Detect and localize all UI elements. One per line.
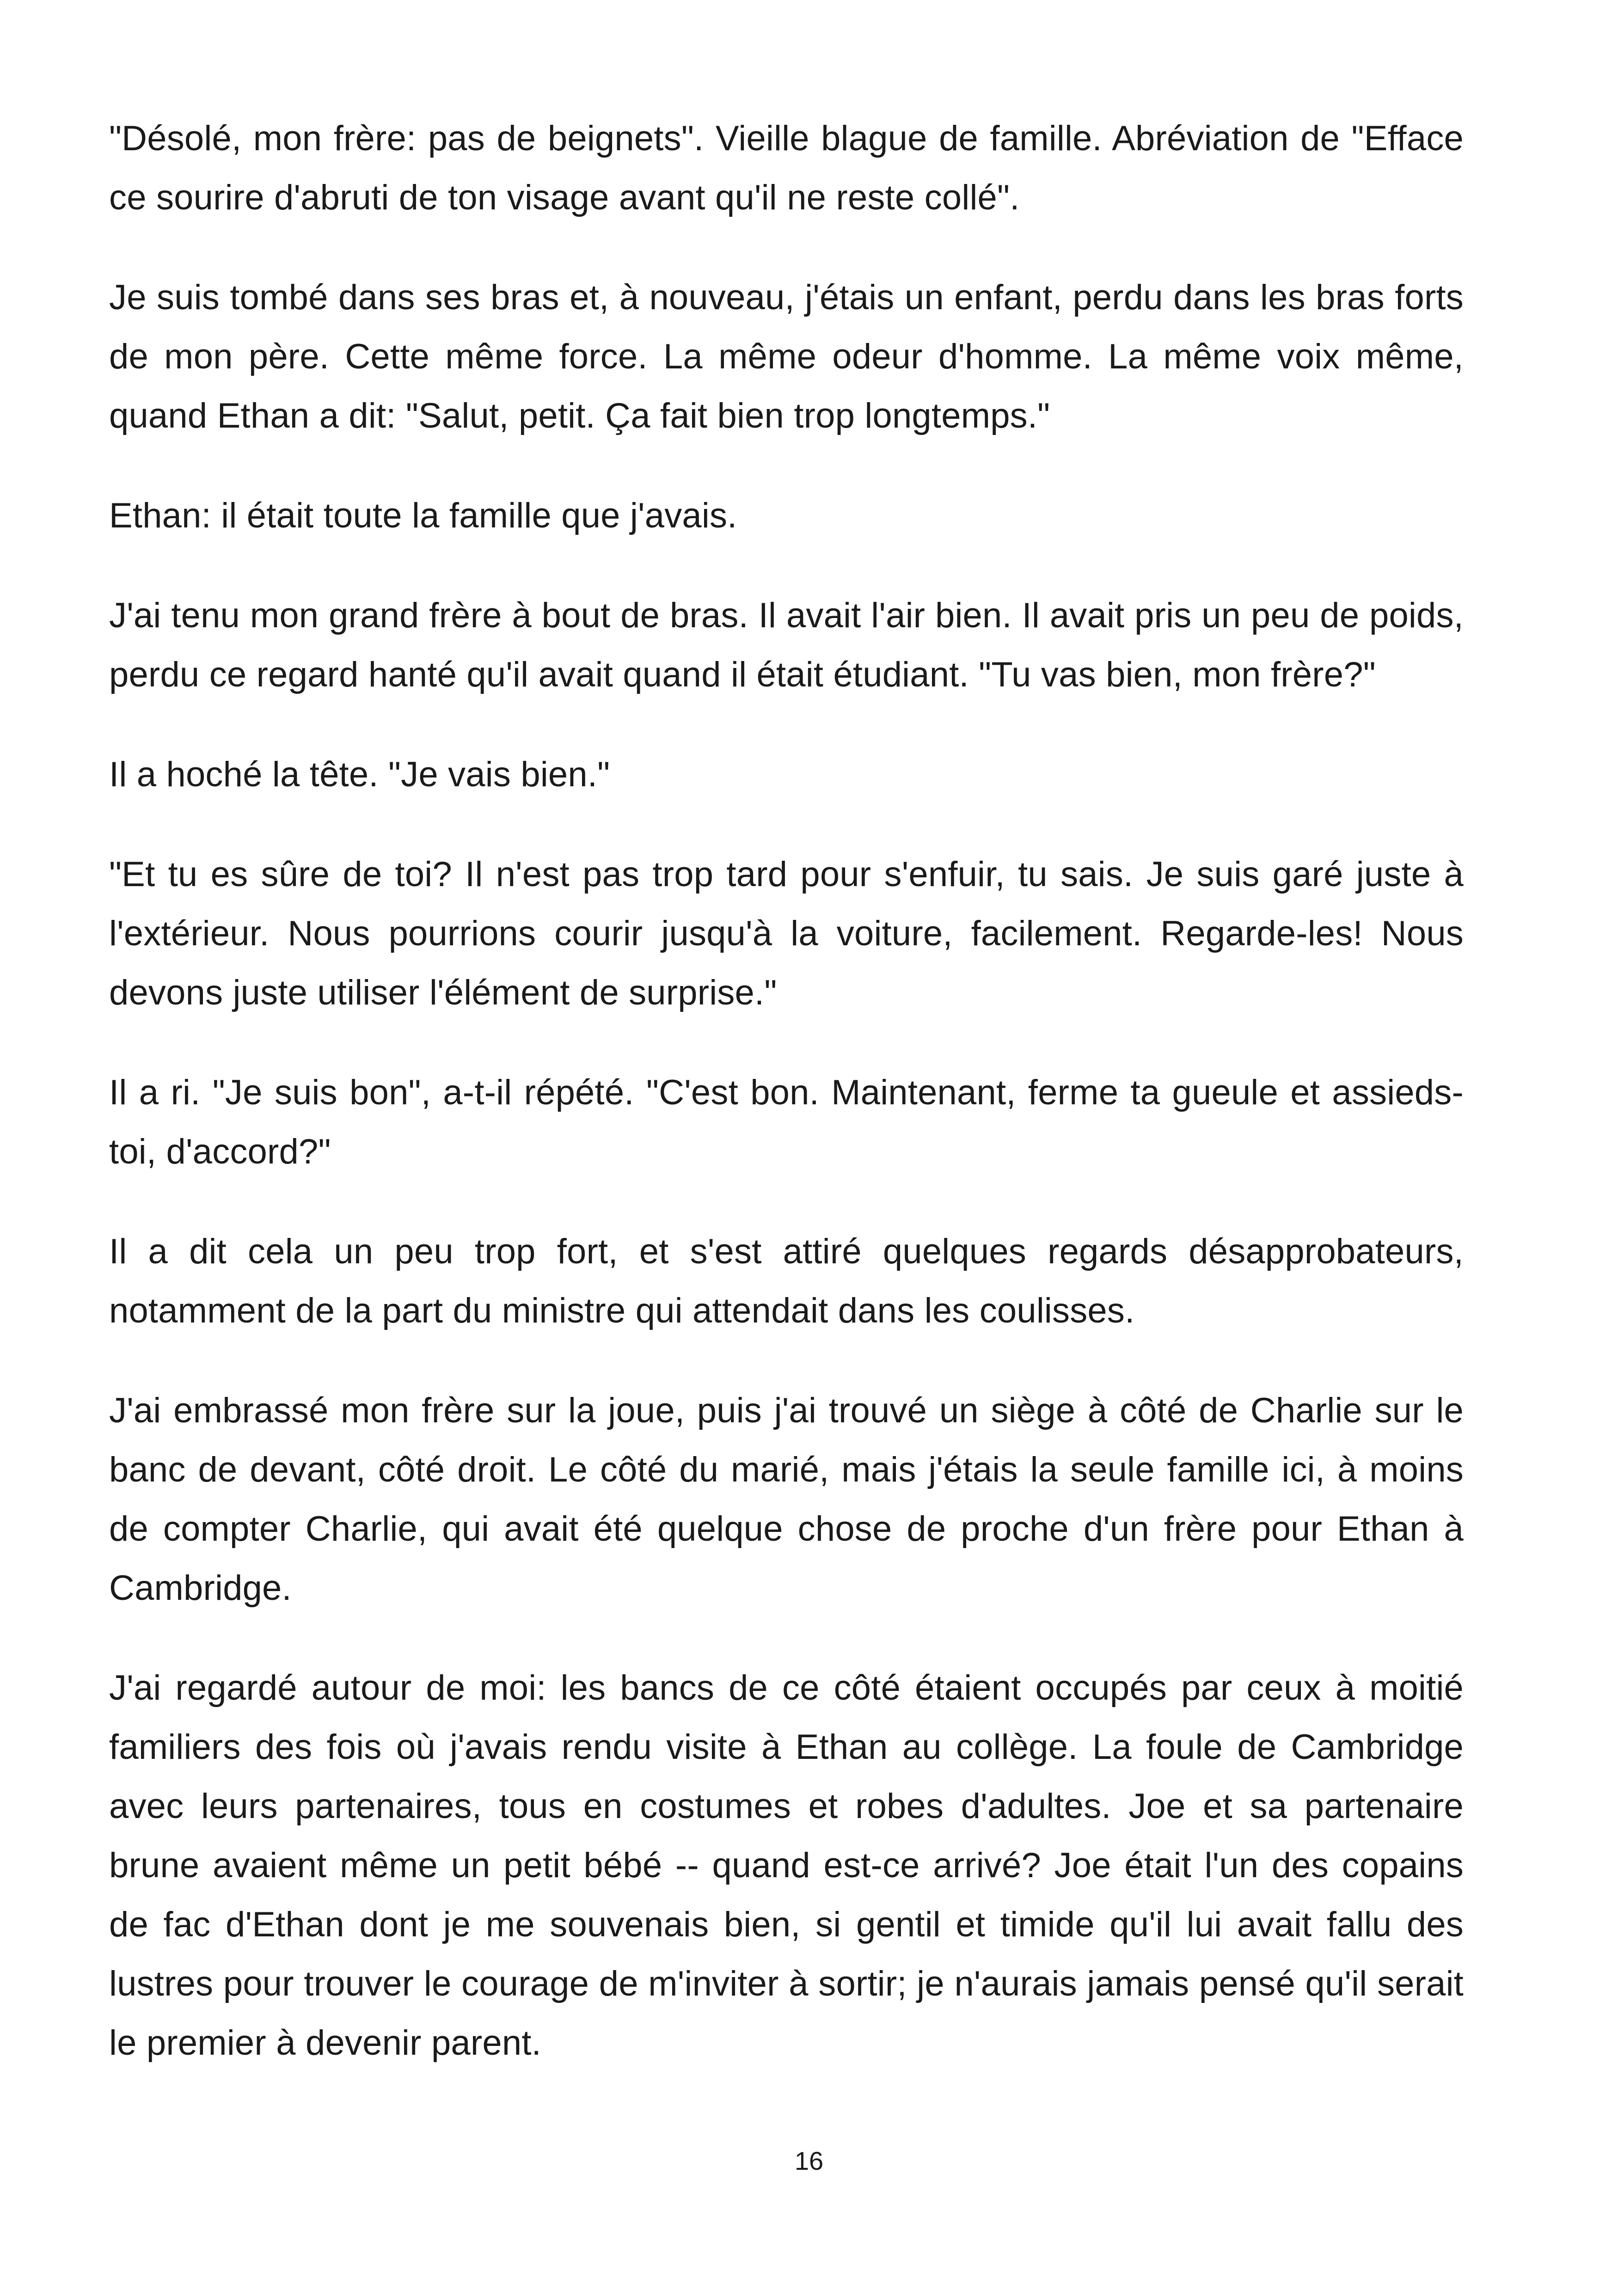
paragraph: J'ai regardé autour de moi: les bancs de ce côté étaient occupés par ceux à moitié familiers des fois où j'avais rendu visite à Ethan au collège. La foule de Cambridge avec leurs partenaires, tous en costumes et robes d'adultes. Joe et sa partenaire brune avaient même un petit bébé -- quand est-ce arrivé? Joe était l'un des copains de fac d'Ethan dont je me souvenais bien, si gentil et timide qu'il lui avait fallu des lustres pour trouver le courage de m'inviter à sortir; je n'aurais jamais pensé qu'il serait le premier à devenir parent. <box>109 1668 1464 2063</box>
paragraph: J'ai embrassé mon frère sur la joue, puis j'ai trouvé un siège à côté de Charlie sur le banc de devant, côté droit. Le côté du marié, mais j'étais la seule famille ici, à moins de compter Charlie, qui avait été quelque chose de proche d'un frère pour Ethan à Cambridge. <box>109 1391 1464 1608</box>
paragraph: Ethan: il était toute la famille que j'avais. <box>109 496 737 535</box>
paragraph: Il a dit cela un peu trop fort, et s'est attiré quelques regards désapprobateurs, notamment de la part du ministre qui attendait dans les coulisses. <box>109 1232 1464 1330</box>
paragraph: J'ai tenu mon grand frère à bout de bras. Il avait l'air bien. Il avait pris un peu de poids, perdu ce regard hanté qu'il avait quand il était étudiant. "Tu vas bien, mon frère?" <box>109 596 1464 694</box>
page-number: 16 <box>794 2146 824 2175</box>
page-body <box>109 109 1464 2113</box>
paragraph: "Et tu es sûre de toi? Il n'est pas trop tard pour s'enfuir, tu sais. Je suis garé juste à l'extérieur. Nous pourrions courir jusqu'à la voiture, facilement. Regarde-les! Nous devons juste utiliser l'élément de surprise." <box>109 855 1464 1012</box>
paragraph: Il a hoché la tête. "Je vais bien." <box>109 755 610 794</box>
paragraph: "Désolé, mon frère: pas de beignets". Vieille blague de famille. Abréviation de "Efface ce sourire d'abruti de ton visage avant qu'il ne reste collé". <box>109 119 1464 217</box>
paragraph: Je suis tombé dans ses bras et, à nouveau, j'étais un enfant, perdu dans les bras forts de mon père. Cette même force. La même odeur d'homme. La même voix même, quand Ethan a dit: "Salut, petit. Ça fait bien trop longtemps." <box>109 278 1464 435</box>
paragraph: Il a ri. "Je suis bon", a-t-il répété. "C'est bon. Maintenant, ferme ta gueule et assieds-toi, d'accord?" <box>109 1073 1464 1171</box>
